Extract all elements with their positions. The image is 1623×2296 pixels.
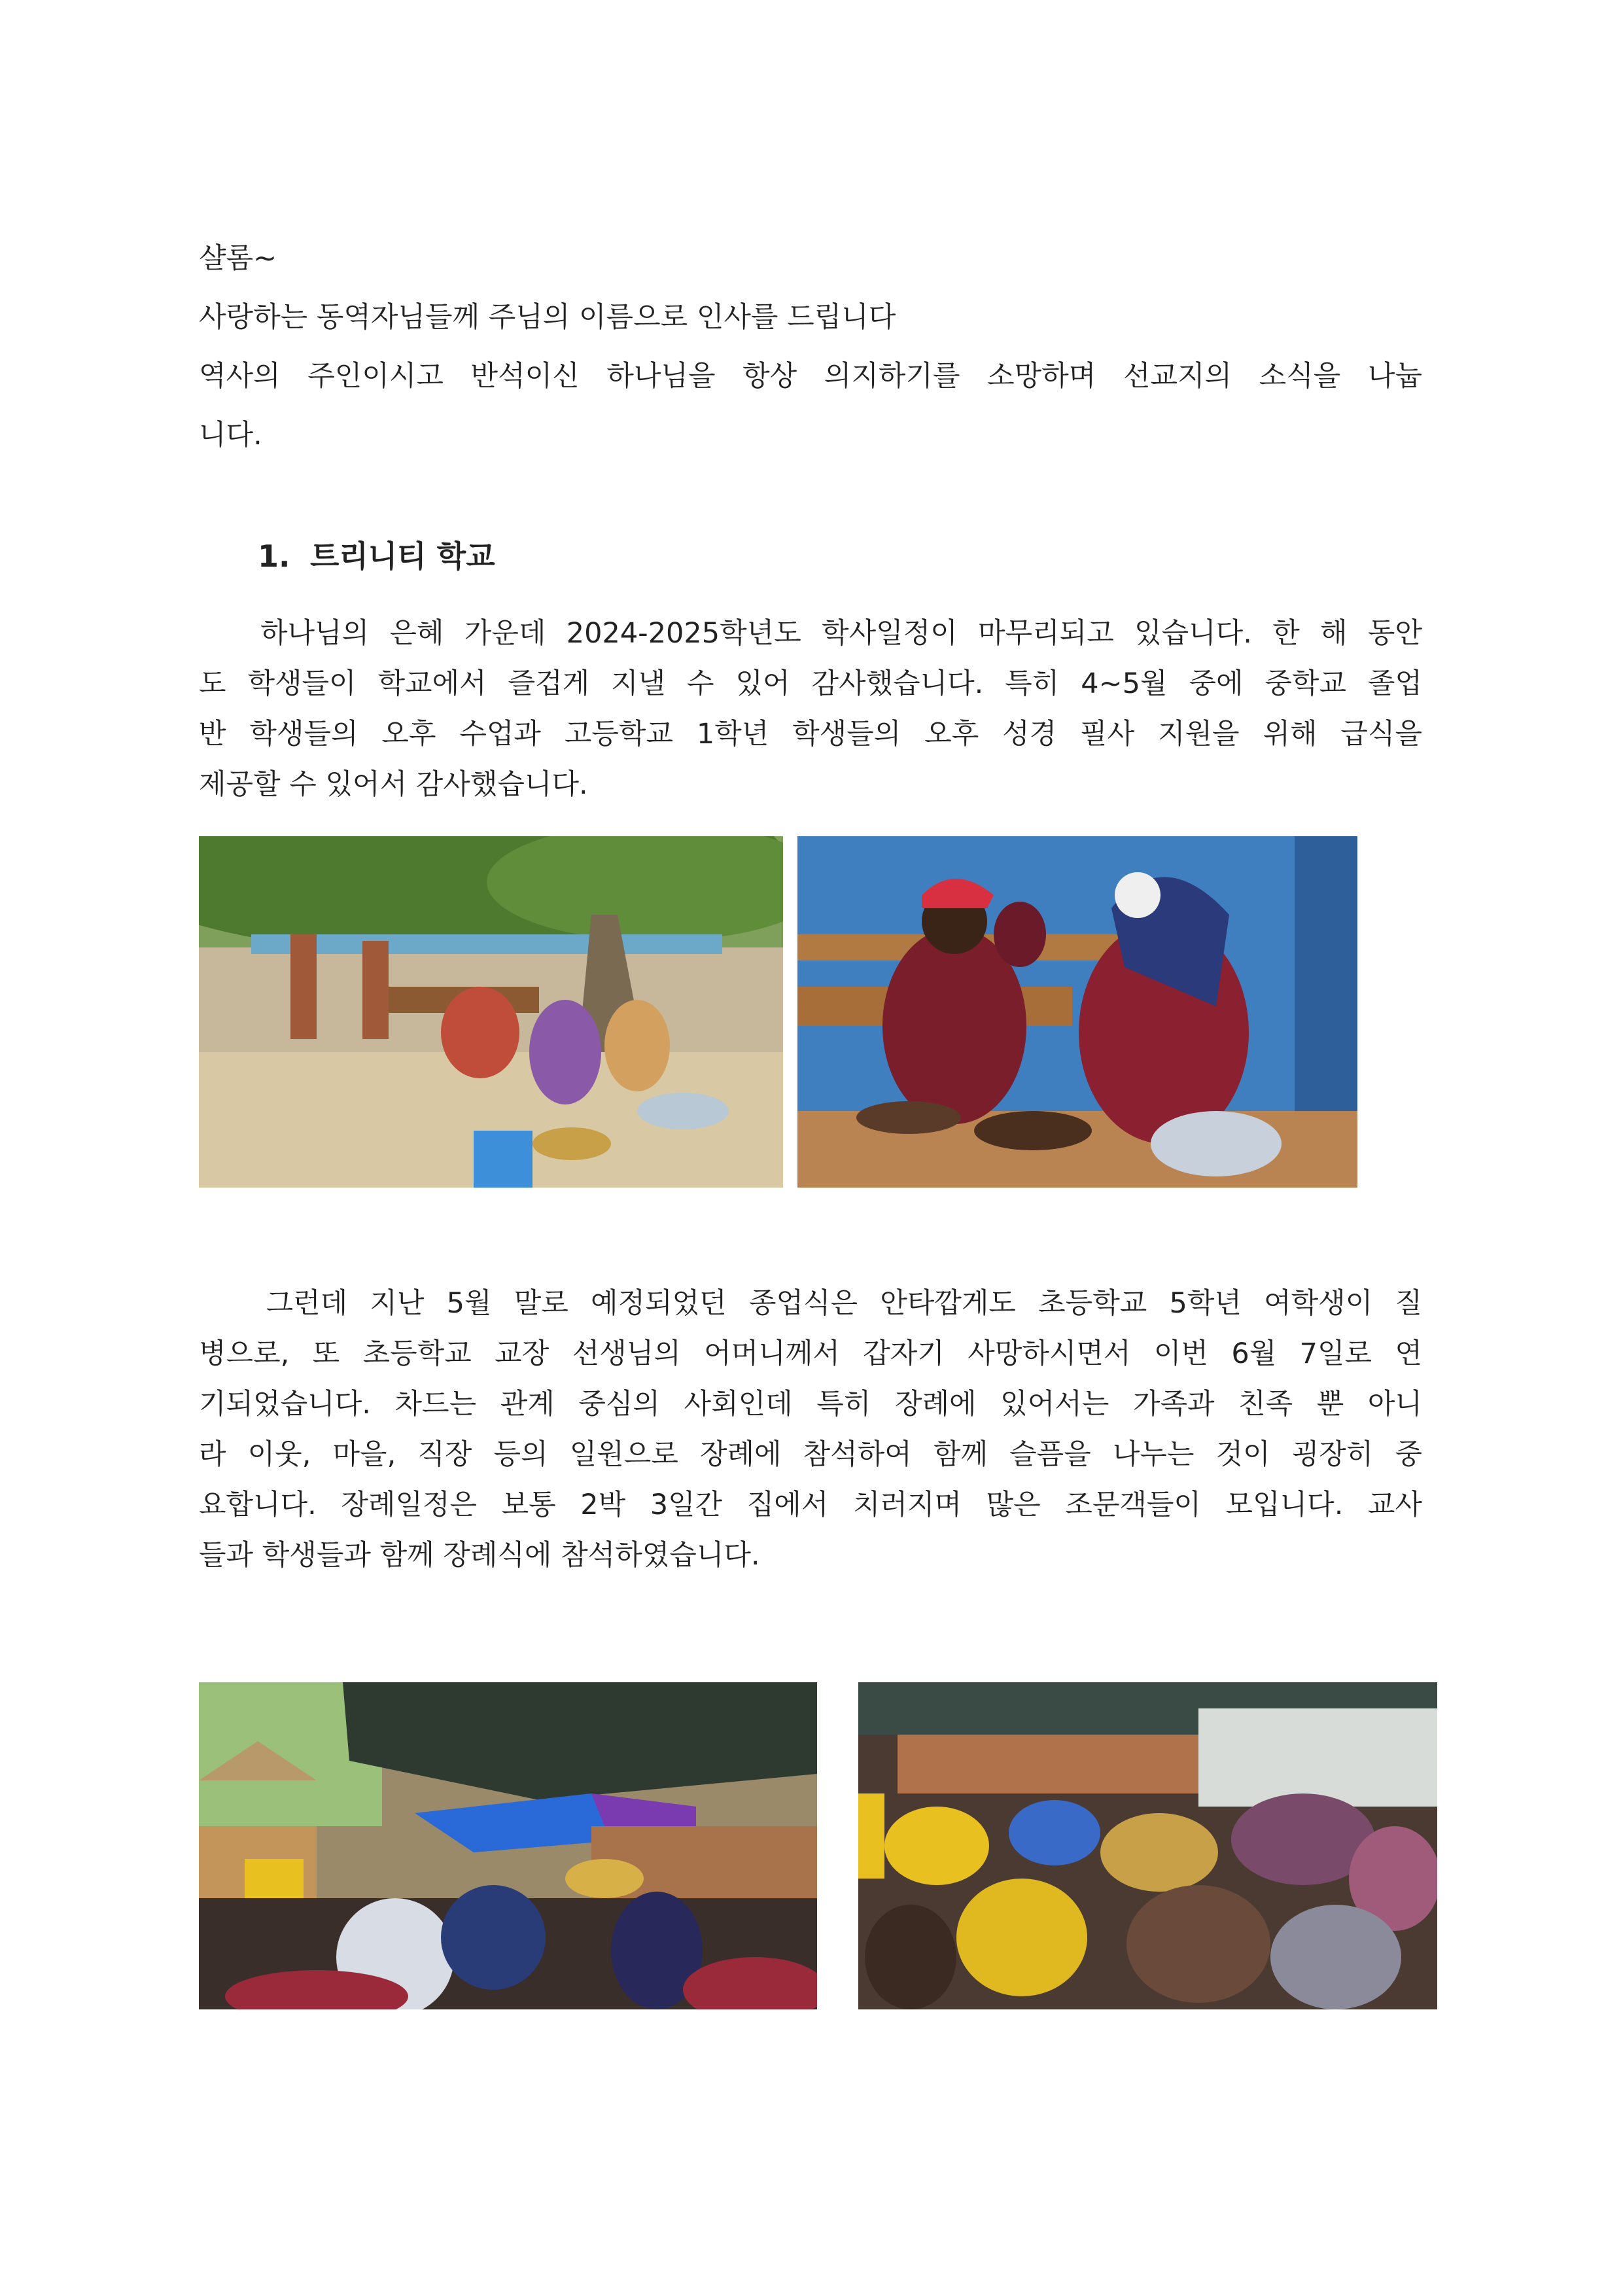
paragraph-line: 하나님의 은혜 가운데 2024-2025학년도 학사일정이 마무리되고 있습니다. 한 해 동안 <box>199 617 1422 650</box>
section-number: 1. <box>258 539 290 574</box>
paragraph-line: 도 학생들이 학교에서 즐겁게 지낼 수 있어 감사했습니다. 특히 4~5월 중에 중학교 졸업 <box>199 667 1422 700</box>
greeting-line: 니다. <box>199 419 262 451</box>
paragraph-line: 병으로, 또 초등학교 교장 선생님의 어머니께서 갑자기 사망하시면서 이번 6월 7일로 연 <box>199 1337 1422 1370</box>
paragraph-line: 들과 학생들과 함께 장례식에 참석하였습니다. <box>199 1539 760 1572</box>
paragraph-line: 라 이웃, 마을, 직장 등의 일원으로 장례에 참석하여 함께 슬픔을 나누는 것이 굉장히 중 <box>199 1438 1422 1471</box>
paragraph-line: 요합니다. 장례일정은 보통 2박 3일간 집에서 치러지며 많은 조문객들이 모입니다. 교사 <box>199 1489 1422 1521</box>
paragraph-line: 제공할 수 있어서 감사했습니다. <box>199 768 588 801</box>
paragraph-line: 반 학생들의 오후 수업과 고등학교 1학년 학생들의 오후 성경 필사 지원을 위해 급식을 <box>199 718 1422 751</box>
section-heading <box>258 535 495 577</box>
photo-outdoor-meal <box>199 836 783 1188</box>
photo-funeral-crowd <box>858 1682 1437 2009</box>
section-title: 트리니티 학교 <box>310 539 495 574</box>
greeting-line: 역사의 주인이시고 반석이신 하나님을 항상 의지하기를 소망하며 선교지의 소식을 나눕 <box>199 360 1422 393</box>
greeting-line: 샬롬~ <box>199 242 277 275</box>
photo-funeral-outdoor <box>199 1682 817 2009</box>
greeting-line: 사랑하는 동역자님들께 주님의 이름으로 인사를 드립니다 <box>199 301 896 334</box>
photo-classroom-meal <box>797 836 1357 1188</box>
paragraph-line: 그런데 지난 5월 말로 예정되었던 종업식은 안타깝게도 초등학교 5학년 여학생이 질 <box>199 1287 1422 1320</box>
paragraph-line: 기되었습니다. 차드는 관계 중심의 사회인데 특히 장례에 있어서는 가족과 친족 뿐 아니 <box>199 1388 1422 1421</box>
